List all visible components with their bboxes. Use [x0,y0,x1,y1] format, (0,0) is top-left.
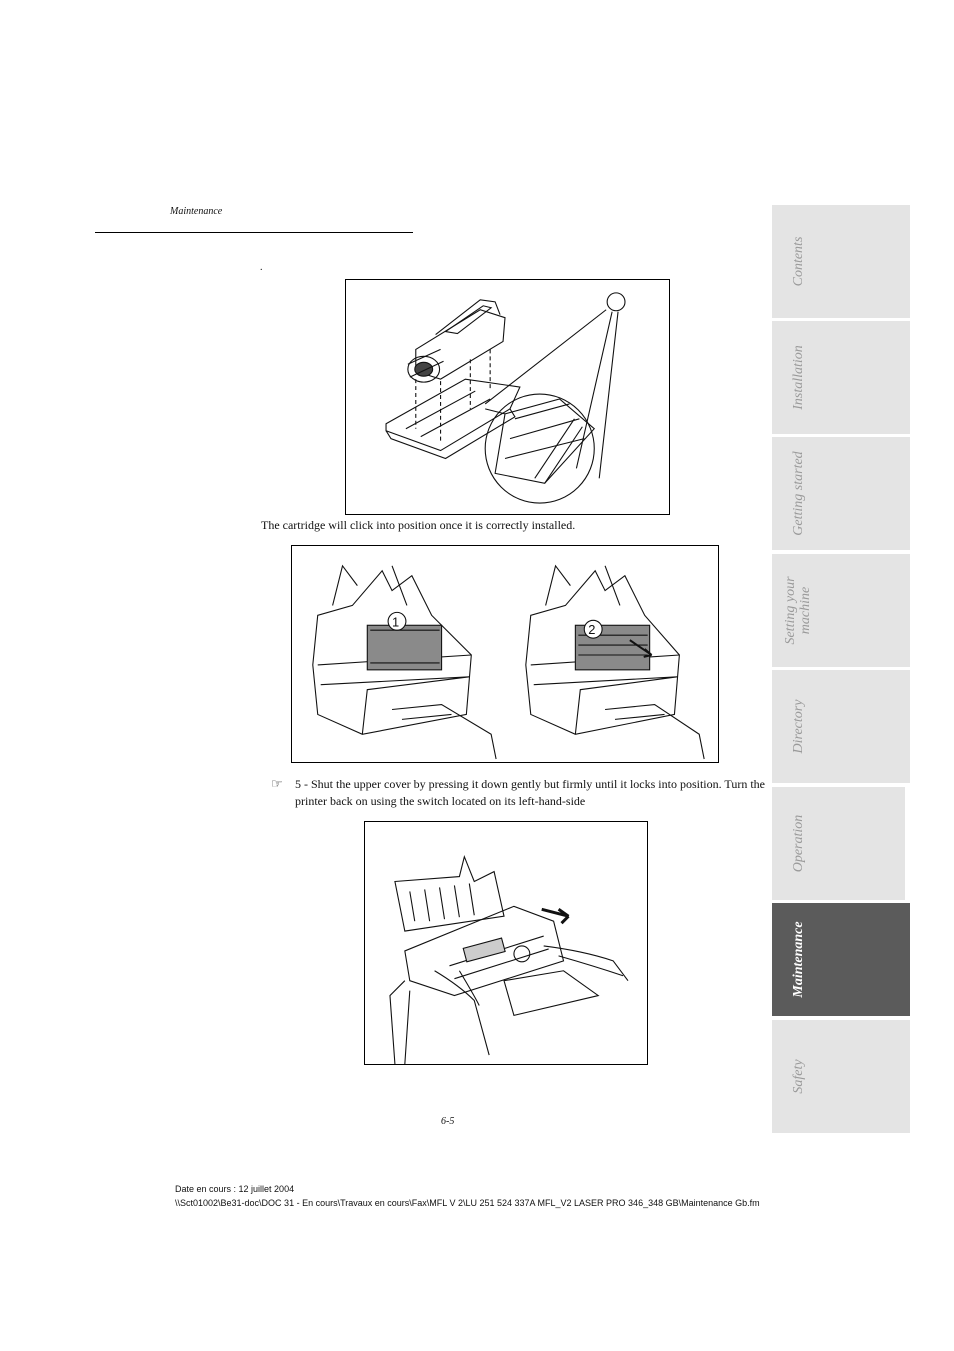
tab-getting-started-label: Getting started [790,451,806,536]
cartridge-install-illustration [345,279,670,515]
tab-operation-label: Operation [790,814,806,873]
header-rule [95,232,413,233]
callout-1-label: 1 [392,614,400,630]
tab-directory[interactable] [772,670,910,783]
tab-maintenance[interactable] [772,903,910,1016]
tab-setting-your-machine-label: Setting your machine [783,576,813,645]
tab-installation[interactable] [772,321,910,434]
cartridge-lock-illustration [291,545,719,763]
tab-directory-label: Directory [790,699,806,754]
footer-file-path: \\Sct01002\Be31-doc\DOC 31 - En cours\Travaux en cours\Fax\MFL V 2\LU 251 524 337A MFL_V2 LASER PRO 346_348 GB\Maintenance Gb.fm [175,1198,760,1208]
tab-getting-started[interactable] [772,437,910,550]
page-number: 6-5 [441,1116,455,1127]
pointing-hand-icon: ☞ [271,776,283,791]
running-header: Maintenance [170,206,223,217]
tab-safety-label: Safety [790,1059,806,1094]
close-cover-illustration [364,821,648,1065]
tab-installation-label: Installation [790,345,806,410]
footer-date: Date en cours : 12 juillet 2004 [175,1184,295,1194]
tab-operation[interactable] [772,787,905,900]
cartridge-click-caption: The cartridge will click into position once it is correctly installed. [261,518,576,532]
tab-maintenance-label: Maintenance [790,921,806,998]
tab-setting-your-machine[interactable] [772,554,910,667]
tab-contents-label: Contents [790,236,806,287]
callout-2-label: 2 [588,622,596,638]
tab-safety[interactable] [772,1020,910,1133]
tab-contents[interactable] [772,205,910,318]
stray-marker: . [260,262,263,273]
step-5-instruction: 5 - Shut the upper cover by pressing it down gently but firmly until it locks into position. Turn the printer back on using the switch located on its left-hand-side [295,777,765,808]
